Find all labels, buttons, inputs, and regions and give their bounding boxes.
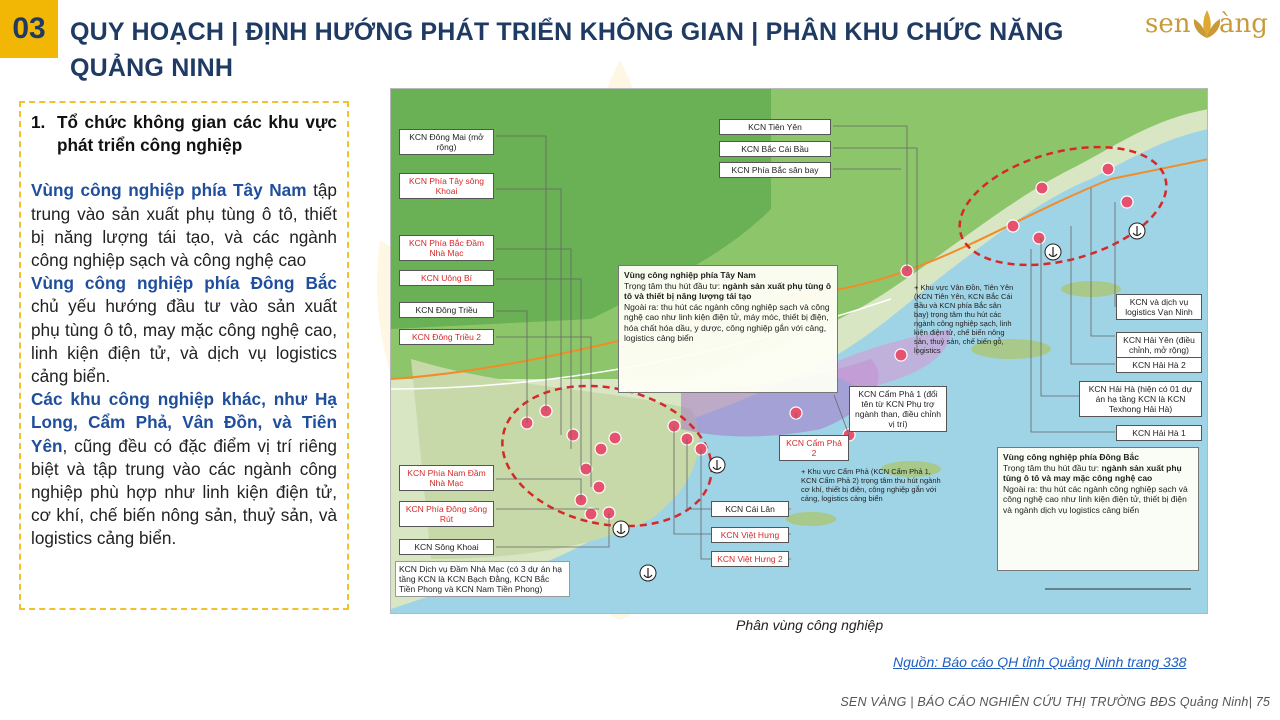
southwest-note-focus: ngành sản xuất phụ tùng ô tô và thiết bị năng lượng tái tạo (624, 280, 832, 301)
section-heading (31, 111, 337, 157)
heading-number: 1. (31, 112, 46, 132)
cam-pha-note: + Khu vực Cẩm Phả (KCN Cẩm Phả 1, KCN Cẩm Phả 2) trọng tâm thu hút ngành cơ khí, thiết bị điện, công nghiệp gắn với cảng, logistics cảng biển (801, 467, 941, 503)
label-kcn-song-khoai: KCN Sông Khoai (399, 539, 494, 555)
northeast-zone-name: Vùng công nghiệp phía Đông Bắc (31, 273, 337, 294)
map-caption: Phân vùng công nghiệp (736, 617, 884, 633)
title-line-1: QUY HOẠCH | ĐỊNH HƯỚNG PHÁT TRIỂN KHÔNG GIAN | PHÂN KHU CHỨC NĂNG (70, 18, 1064, 46)
label-kcn-dong-song-rut: KCN Phía Đông sông Rút (399, 501, 494, 527)
label-kcn-uong-bi: KCN Uông Bí (399, 270, 494, 286)
label-kcn-cam-pha-2: KCN Cẩm Phả 2 (779, 435, 849, 461)
section-number-badge (0, 0, 58, 58)
other-zones-desc: , cũng đều có đặc điểm vị trí riêng biệt và tập trung vào các ngành công nghiệp phù hợp như linh kiện điện tử, cơ khí, chế biến nông sản, thuỷ sản, và logistics cảng biển. (31, 435, 337, 549)
label-kcn-bac-dam-nha-mac: KCN Phía Bắc Đầm Nhà Mạc (399, 235, 494, 261)
label-kcn-hai-ha-1: KCN Hải Hà 1 (1116, 425, 1202, 441)
northeast-note-title: Vùng công nghiệp phía Đông Bắc (1003, 452, 1139, 462)
label-kcn-viet-hung: KCN Việt Hưng (711, 527, 789, 543)
southwest-note-focus-label: Trọng tâm thu hút đầu tư: (624, 280, 723, 291)
logo-wordmark-right: àng (1219, 9, 1268, 39)
label-kcn-viet-hung-2: KCN Việt Hưng 2 (711, 551, 789, 567)
southwest-zone-desc: tập trung vào sản xuất phụ tùng ô tô, thiết bị năng lượng tái tạo, và các ngành công nghiệp sạch và công nghệ cao (31, 180, 337, 271)
label-kcn-tien-yen: KCN Tiên Yên (719, 119, 831, 135)
label-kcn-dong-trieu-2: KCN Đông Triều 2 (399, 329, 494, 345)
label-kcn-cam-pha-1: KCN Cẩm Phả 1 (đổi tên từ KCN Phụ trợ ngành than, điều chỉnh vị trí) (849, 386, 947, 432)
title-line-2: QUẢNG NINH (70, 54, 234, 82)
van-don-tien-yen-note: + Khu vực Vân Đồn, Tiên Yên (KCN Tiên Yên, KCN Bắc Cái Bầu và KCN phía Bắc sân bay) trọng tâm thu hút các ngành công nghiệp sạch, linh kiện điện tử, chế biến nông sản, thuỷ sản, chế biến gỗ, logistics (914, 283, 1014, 355)
heading-text: Tổ chức không gian các khu vực phát triển công nghiệp (57, 112, 337, 156)
paragraph-northeast (31, 272, 337, 388)
label-kcn-nam-dam-nha-mac: KCN Phía Nam Đầm Nhà Mạc (399, 465, 494, 491)
southwest-note-title: Vùng công nghiệp phía Tây Nam (624, 270, 756, 280)
page-footer: SEN VÀNG | BÁO CÁO NGHIÊN CỨU THỊ TRƯỜNG BĐS Quảng Ninh| 75 (840, 695, 1270, 709)
northeast-zone-note (997, 447, 1199, 571)
label-kcn-hai-ha: KCN Hải Hà (hiện có 01 dự án hạ tầng KCN là KCN Texhong Hải Hà) (1079, 381, 1202, 417)
other-zones-name: Các khu công nghiệp khác, như Hạ Long, Cẩm Phả, Vân Đồn, và Tiên Yên (31, 389, 337, 456)
paragraph-southwest (31, 179, 337, 272)
label-kcn-bac-san-bay: KCN Phía Bắc sân bay (719, 162, 831, 178)
label-kcn-bac-cai-bau: KCN Bắc Cái Bầu (719, 141, 831, 157)
northeast-zone-desc: chủ yếu hướng đầu tư vào sản xuất phụ tùng ô tô, may mặc công nghệ cao, linh kiện điện tử, và dịch vụ logistics cảng biển. (31, 296, 337, 387)
label-kcn-dong-trieu: KCN Đông Triều (399, 302, 494, 318)
logo-wordmark-left: sen (1145, 9, 1191, 39)
brand-logo (1145, 6, 1270, 46)
southwest-zone-note (618, 265, 838, 393)
southwest-note-other: Ngoài ra: thu hút các ngành công nghiệp sạch và công nghệ cao như linh kiện điện tử, máy móc, thiết bị điện, hóa chất hóa dầu, y dược, công nghiệp gắn với cảng, logistics cảng biển (624, 301, 830, 343)
northeast-note-focus: ngành sản xuất phụ tùng ô tô và may mặc công nghệ cao (1003, 462, 1182, 483)
northeast-note-focus-label: Trọng tâm thu hút đầu tư: (1003, 462, 1102, 473)
section-number: 03 (12, 12, 46, 45)
southwest-zone-name: Vùng công nghiệp phía Tây Nam (31, 180, 307, 201)
label-kcn-dong-mai: KCN Đông Mai (mở rộng) (399, 129, 494, 155)
northeast-note-other: Ngoài ra: thu hút các ngành công nghiệp sạch và công nghệ cao như linh kiện điện tử, thiết bị điện và ngành dịch vụ logistics cảng biển (1003, 483, 1188, 515)
source-link[interactable]: Nguồn: Báo cáo QH tỉnh Quảng Ninh trang 338 (893, 654, 1187, 670)
page-title (70, 14, 1140, 86)
label-kcn-tay-song-khoai: KCN Phía Tây sông Khoai (399, 173, 494, 199)
text-panel (19, 101, 349, 610)
industrial-zoning-map (390, 88, 1208, 614)
label-kcn-hai-ha-2: KCN Hải Hà 2 (1116, 357, 1202, 373)
paragraph-other (31, 388, 337, 550)
label-kcn-dich-vu-dam-nha-mac: KCN Dịch vụ Đầm Nhà Mạc (có 3 dự án hạ tầng KCN là KCN Bạch Đằng, KCN Bắc Tiền Phong và KCN Nam Tiền Phong) (395, 561, 570, 597)
label-kcn-hai-yen: KCN Hải Yên (điều chỉnh, mở rộng) (1116, 332, 1202, 358)
label-kcn-cai-lan: KCN Cái Lân (711, 501, 789, 517)
label-kcn-van-ninh: KCN và dịch vụ logistics Vạn Ninh (1116, 294, 1202, 320)
